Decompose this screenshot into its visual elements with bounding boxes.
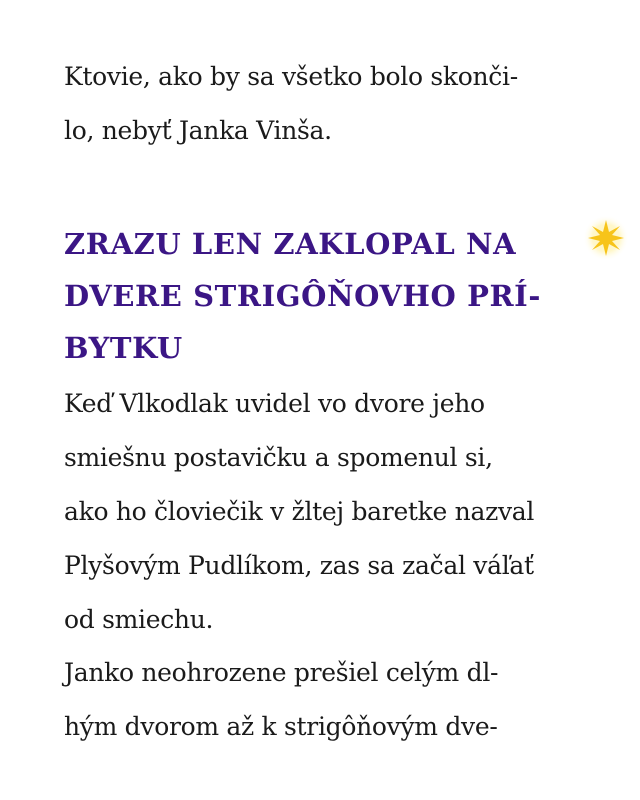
text-line: Plyšovým Pudlíkom, zas sa začal váľať	[64, 551, 534, 580]
chapter-heading	[64, 218, 584, 374]
heading-line: BYTKU	[64, 331, 183, 365]
text-line: od smiechu.	[64, 605, 214, 634]
paragraph-continuation	[64, 646, 574, 754]
text-line: smiešnu postavičku a spomenul si,	[64, 443, 493, 472]
text-line: lo, nebyť Janka Vinša.	[64, 116, 332, 145]
text-line: ako ho človiečik v žltej baretke nazval	[64, 497, 535, 526]
star-icon	[582, 214, 630, 262]
text-line: Ktovie, ako by sa všetko bolo skonči-	[64, 62, 518, 91]
text-line: hým dvorom až k strigôňovým dve-	[64, 712, 498, 741]
paragraph-intro	[64, 50, 574, 158]
heading-line: DVERE STRIGÔŇOVHO PRÍ-	[64, 279, 541, 313]
text-line: Keď Vlkodlak uvidel vo dvore jeho	[64, 389, 485, 418]
paragraph-body	[64, 377, 574, 647]
text-line: Janko neohrozene prešiel celým dl-	[64, 658, 499, 687]
heading-line: ZRAZU LEN ZAKLOPAL NA	[64, 227, 517, 261]
